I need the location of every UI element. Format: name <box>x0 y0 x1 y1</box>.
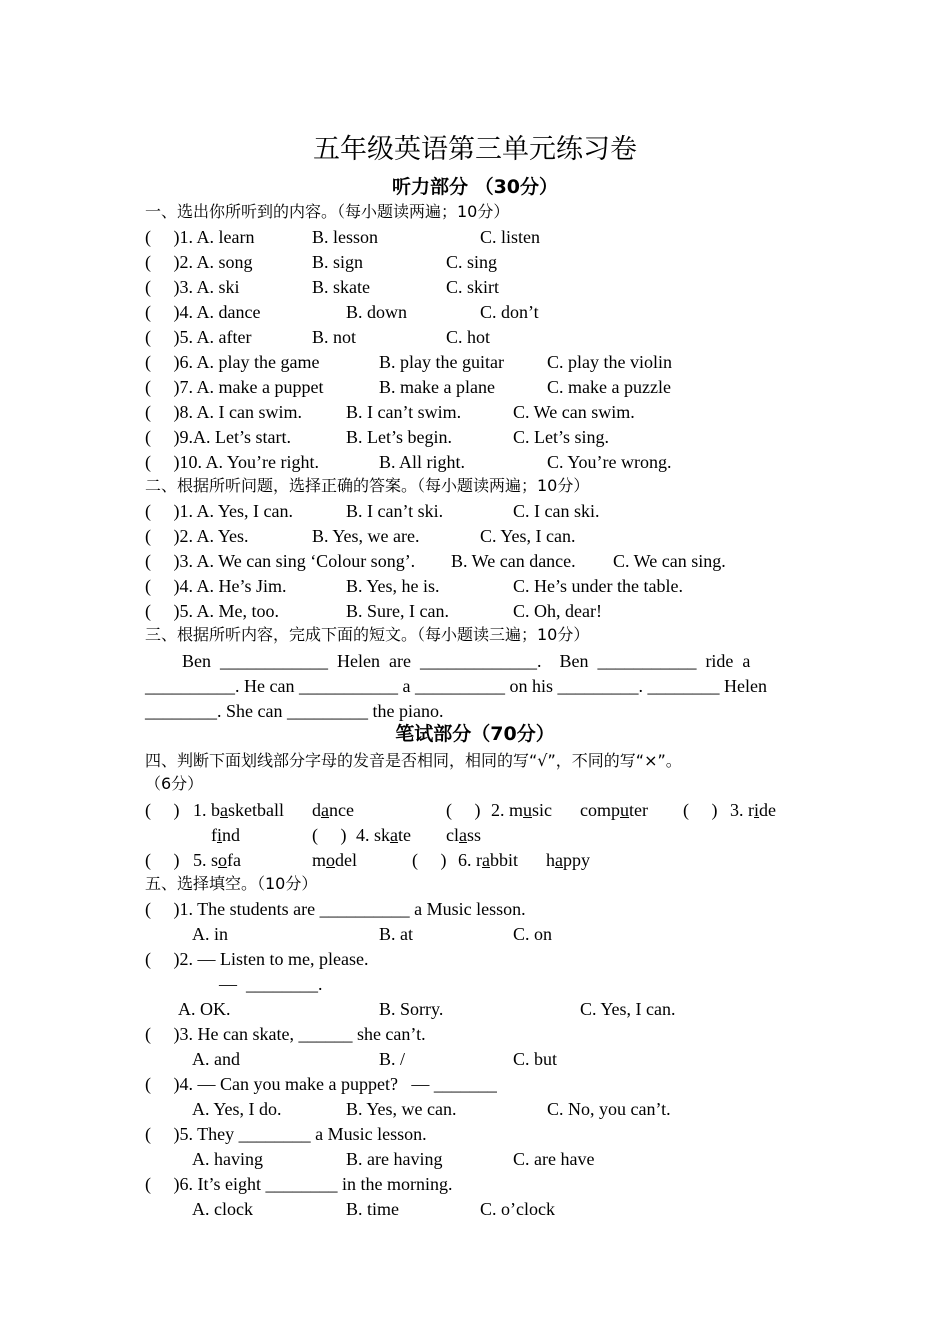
option-a: A. OK. <box>178 999 231 1019</box>
option-a: A. in <box>192 924 228 944</box>
option-c: C. play the violin <box>547 352 672 372</box>
option-c: C. We can swim. <box>513 402 635 422</box>
option-b: B. are having <box>346 1149 443 1169</box>
option-b: B. at <box>379 924 413 944</box>
option-c: C. make a puzzle <box>547 377 671 397</box>
question-text: ( )4. A. He’s Jim. <box>145 576 287 596</box>
writing-header: 笔试部分（70分） <box>395 723 555 745</box>
option-a: A. Yes, I do. <box>192 1099 282 1119</box>
answer-paren: ( ) <box>145 850 180 870</box>
question-text: ( )5. A. after <box>145 327 252 347</box>
page-title: 五年级英语第三单元练习卷 <box>313 134 637 165</box>
option-b: B. I can’t swim. <box>346 402 462 422</box>
option-b: B. sign <box>312 252 364 272</box>
option-b: B. time <box>346 1199 399 1219</box>
question-text: ( )4. — Can you make a puppet? — _______ <box>145 1074 497 1094</box>
option-c: C. but <box>513 1049 558 1069</box>
passage-line: __________. He can ___________ a __________ on his _________. ________ Helen <box>145 676 767 696</box>
option-c: C. sing <box>446 252 498 272</box>
response-line: — ________. <box>219 974 323 994</box>
question-text: ( )1. A. learn <box>145 227 255 247</box>
question-text: ( )6. A. play the game <box>145 352 320 372</box>
option-c: C. are have <box>513 1149 595 1169</box>
answer-paren: ( ) <box>412 850 447 870</box>
phonics-word: dance <box>312 800 354 820</box>
option-c: C. Oh, dear! <box>513 601 602 621</box>
question-text: ( )1. The students are __________ a Music lesson. <box>145 899 526 919</box>
phonics-word: class <box>446 825 482 845</box>
option-c: C. He’s under the table. <box>513 576 683 596</box>
option-b: B. Sorry. <box>379 999 444 1019</box>
option-c: C. Yes, I can. <box>580 999 676 1019</box>
option-b: B. Let’s begin. <box>346 427 452 447</box>
passage-line: Ben ____________ Helen are _____________. Ben ___________ ride a <box>182 651 751 671</box>
option-b: B. down <box>346 302 408 322</box>
section1-heading: 一、选出你所听到的内容。（每小题读两遍；10分） <box>145 202 510 221</box>
option-a: A. having <box>192 1149 263 1169</box>
phonics-word: model <box>312 850 358 870</box>
question-text: ( )3. A. We can sing ‘Colour song’. <box>145 551 416 571</box>
option-b: B. Sure, I can. <box>346 601 449 621</box>
answer-paren: ( ) <box>312 825 347 845</box>
phonics-word: 6. rabbit <box>458 850 519 870</box>
option-b: B. Yes, we can. <box>346 1099 457 1119</box>
question-text: ( )5. A. Me, too. <box>145 601 279 621</box>
option-b: B. All right. <box>379 452 466 472</box>
option-c: C. Let’s sing. <box>513 427 610 447</box>
answer-paren: ( ) <box>446 800 481 820</box>
phonics-word: computer <box>580 800 648 820</box>
phonics-word: 2. music <box>491 800 553 820</box>
option-c: C. o’clock <box>480 1199 555 1219</box>
answer-paren: ( ) <box>683 800 718 820</box>
option-b: B. make a plane <box>379 377 495 397</box>
option-a: A. and <box>192 1049 240 1069</box>
question-text: ( )10. A. You’re right. <box>145 452 319 472</box>
question-text: ( )1. A. Yes, I can. <box>145 501 293 521</box>
question-text: ( )3. He can skate, ______ she can’t. <box>145 1024 426 1044</box>
option-b: B. Yes, he is. <box>346 576 440 596</box>
question-text: ( )9.A. Let’s start. <box>145 427 291 447</box>
section4-heading-score: （6分） <box>145 774 204 793</box>
option-c: C. I can ski. <box>513 501 600 521</box>
option-c: C. hot <box>446 327 491 347</box>
phonics-word: happy <box>546 850 590 870</box>
option-b: B. I can’t ski. <box>346 501 444 521</box>
option-b: B. skate <box>312 277 370 297</box>
option-b: B. / <box>379 1049 406 1069</box>
option-b: B. play the guitar <box>379 352 504 372</box>
option-c: C. don’t <box>480 302 539 322</box>
question-text: ( )2. A. Yes. <box>145 526 249 546</box>
listening-header: 听力部分 （30分） <box>391 176 559 198</box>
option-a: A. clock <box>192 1199 253 1219</box>
question-text: ( )7. A. make a puppet <box>145 377 324 397</box>
phonics-word: 3. ride <box>730 800 777 820</box>
section3-heading: 三、根据所听内容，完成下面的短文。（每小题读三遍；10分） <box>145 625 590 644</box>
phonics-word: 1. basketball <box>193 800 284 820</box>
question-text: ( )6. It’s eight ________ in the morning. <box>145 1174 453 1194</box>
passage-line: ________. She can _________ the piano. <box>145 701 444 721</box>
section4-heading: 四、判断下面划线部分字母的发音是否相同，相同的写“√”，不同的写“×”。 <box>145 751 682 770</box>
question-text: ( )8. A. I can swim. <box>145 402 302 422</box>
question-text: ( )5. They ________ a Music lesson. <box>145 1124 427 1144</box>
option-b: B. not <box>312 327 357 347</box>
option-c: C. You’re wrong. <box>547 452 672 472</box>
phonics-word: 5. sofa <box>193 850 241 870</box>
option-c: C. listen <box>480 227 541 247</box>
question-text: ( )2. A. song <box>145 252 253 272</box>
question-text: ( )2. — Listen to me, please. <box>145 949 369 969</box>
phonics-word: find <box>211 825 241 845</box>
section2-heading: 二、根据所听问题，选择正确的答案。（每小题读两遍；10分） <box>145 476 590 495</box>
question-text: ( )4. A. dance <box>145 302 261 322</box>
option-b: B. Yes, we are. <box>312 526 420 546</box>
option-c: C. Yes, I can. <box>480 526 576 546</box>
phonics-word: 4. skate <box>356 825 412 845</box>
option-c: C. skirt <box>446 277 500 297</box>
answer-paren: ( ) <box>145 800 180 820</box>
option-c: C. We can sing. <box>613 551 726 571</box>
option-b: B. We can dance. <box>451 551 576 571</box>
question-text: ( )3. A. ski <box>145 277 240 297</box>
option-b: B. lesson <box>312 227 379 247</box>
option-c: C. on <box>513 924 553 944</box>
section5-heading: 五、选择填空。（10分） <box>145 874 318 893</box>
option-c: C. No, you can’t. <box>547 1099 671 1119</box>
